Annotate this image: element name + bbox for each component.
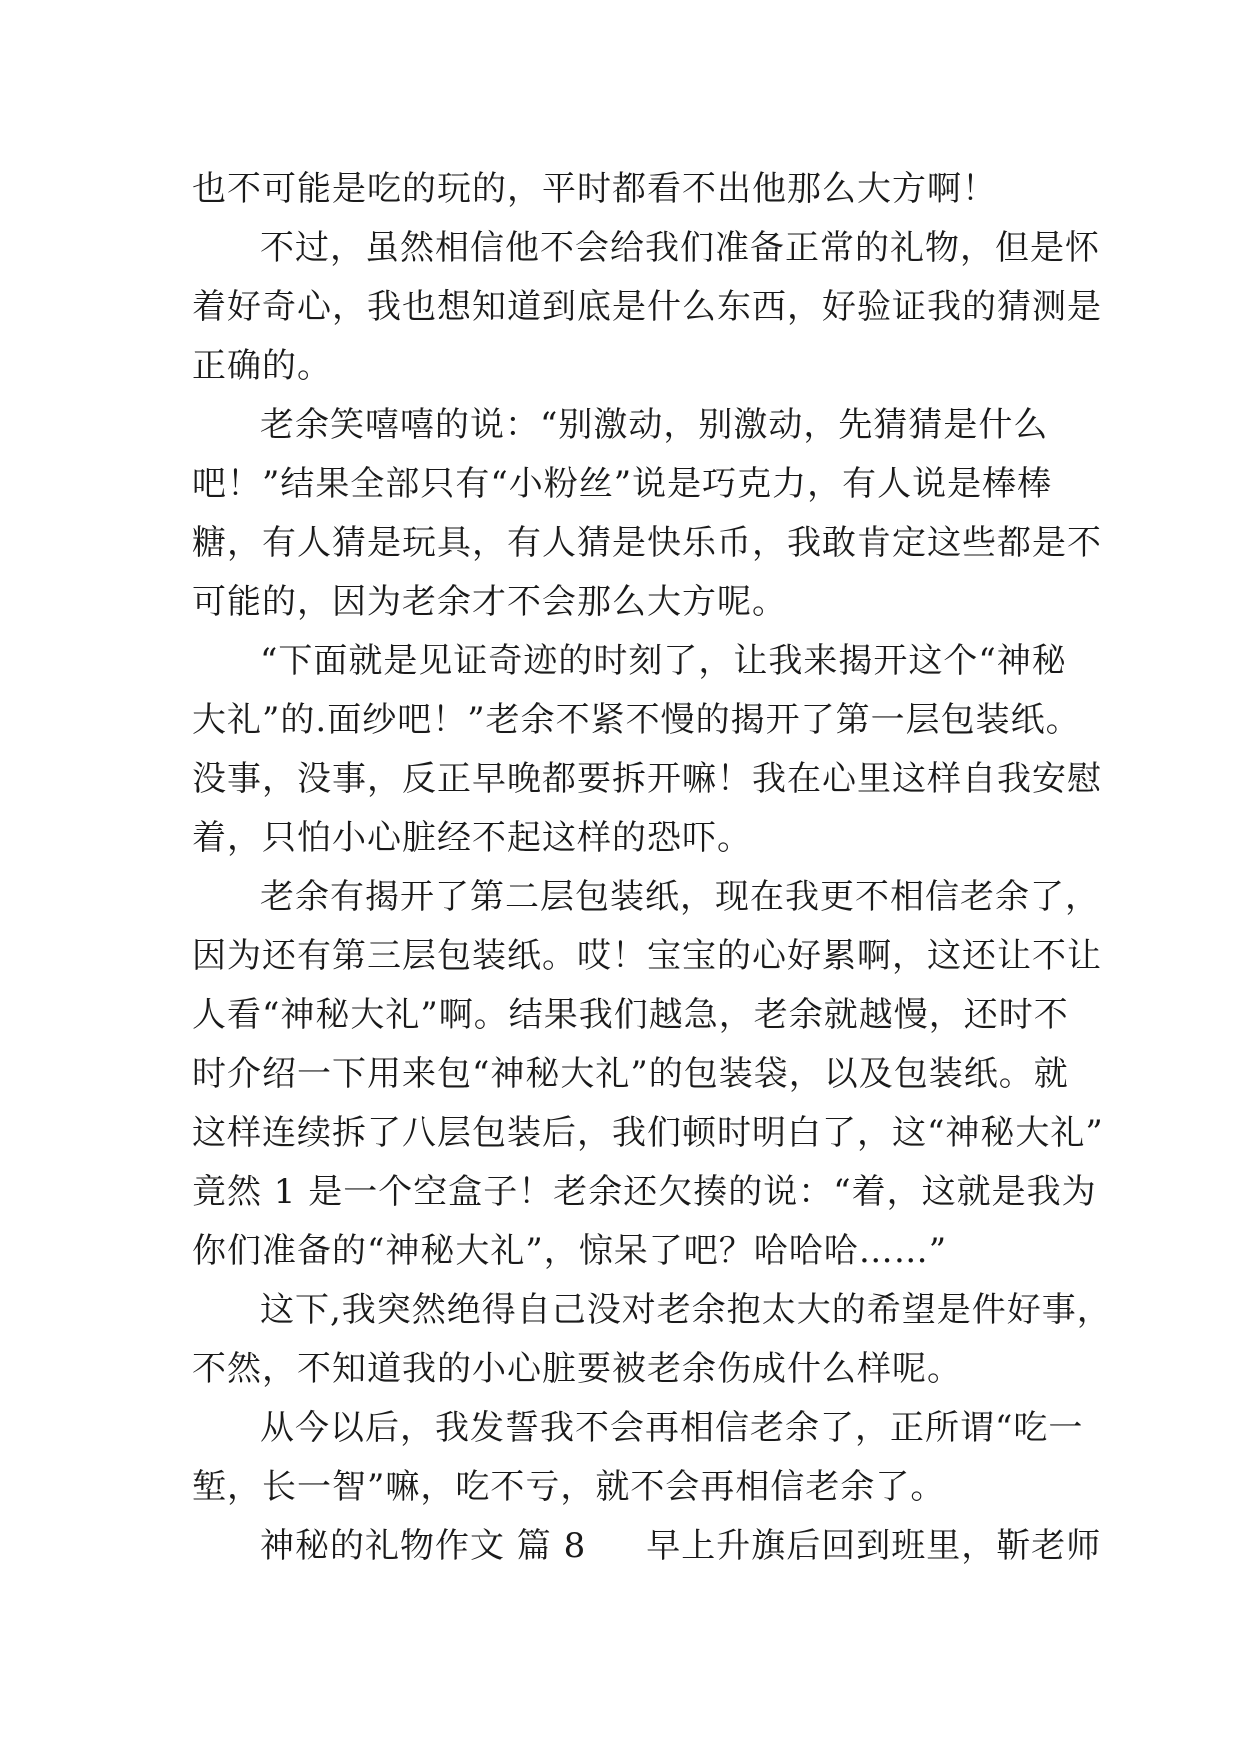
- text-line: 这样连续拆了八层包装后，我们顿时明白了，这“神秘大礼”: [192, 1113, 1104, 1153]
- text-line: 吧！”结果全部只有“小粉丝”说是巧克力，有人说是棒棒: [192, 464, 1053, 504]
- text-line: 着好奇心，我也想知道到底是什么东西，好验证我的猜测是: [192, 287, 1102, 327]
- text-line: 不过，虽然相信他不会给我们准备正常的礼物，但是怀: [260, 228, 1100, 268]
- text-line: 着，只怕小心脏经不起这样的恐吓。: [192, 818, 752, 858]
- text-line: 人看“神秘大礼”啊。结果我们越急，老余就越慢，还时不: [192, 995, 1069, 1035]
- text-line: 正确的。: [192, 346, 332, 386]
- document-body: [192, 160, 1112, 1576]
- text-line: 时介绍一下用来包“神秘大礼”的包装袋，以及包装纸。就: [192, 1054, 1069, 1094]
- text-line: 早上升旗后回到班里，靳老师: [646, 1526, 1102, 1566]
- text-line: 没事，没事，反正早晚都要拆开嘛！我在心里这样自我安慰: [192, 759, 1102, 799]
- text-line: 可能的，因为老余才不会那么大方呢。: [192, 582, 787, 622]
- section-heading-line: [192, 1517, 1102, 1576]
- text-line: “下面就是见证奇迹的时刻了，让我来揭开这个“神秘: [260, 641, 1067, 681]
- text-line: 竟然 1 是一个空盒子！老余还欠揍的说：“着，这就是我为: [192, 1172, 1097, 1212]
- text-line: 这下,我突然绝得自己没对老余抱太大的希望是件好事，: [260, 1290, 1112, 1330]
- text-line: 大礼”的.面纱吧！”老余不紧不慢的揭开了第一层包装纸。: [192, 700, 1081, 740]
- section-heading: 神秘的礼物作文 篇 8: [260, 1526, 587, 1566]
- text-line: 也不可能是吃的玩的，平时都看不出他那么大方啊！: [192, 169, 997, 209]
- text-line: 从今以后，我发誓我不会再相信老余了，正所谓“吃一: [260, 1408, 1084, 1448]
- text-line: 老余笑嘻嘻的说：“别激动，别激动，先猜猜是什么: [260, 405, 1049, 445]
- text-line: 堑，长一智”嘛，吃不亏，就不会再相信老余了。: [192, 1467, 946, 1507]
- text-line: 糖，有人猜是玩具，有人猜是快乐币，我敢肯定这些都是不: [192, 523, 1102, 563]
- text-line: 不然，不知道我的小心脏要被老余伤成什么样呢。: [192, 1349, 962, 1389]
- text-line: 你们准备的“神秘大礼”，惊呆了吧？哈哈哈……”: [192, 1231, 948, 1271]
- text-line: 老余有揭开了第二层包装纸，现在我更不相信老余了，: [260, 877, 1100, 917]
- text-line: 因为还有第三层包装纸。哎！宝宝的心好累啊，这还让不让: [192, 936, 1102, 976]
